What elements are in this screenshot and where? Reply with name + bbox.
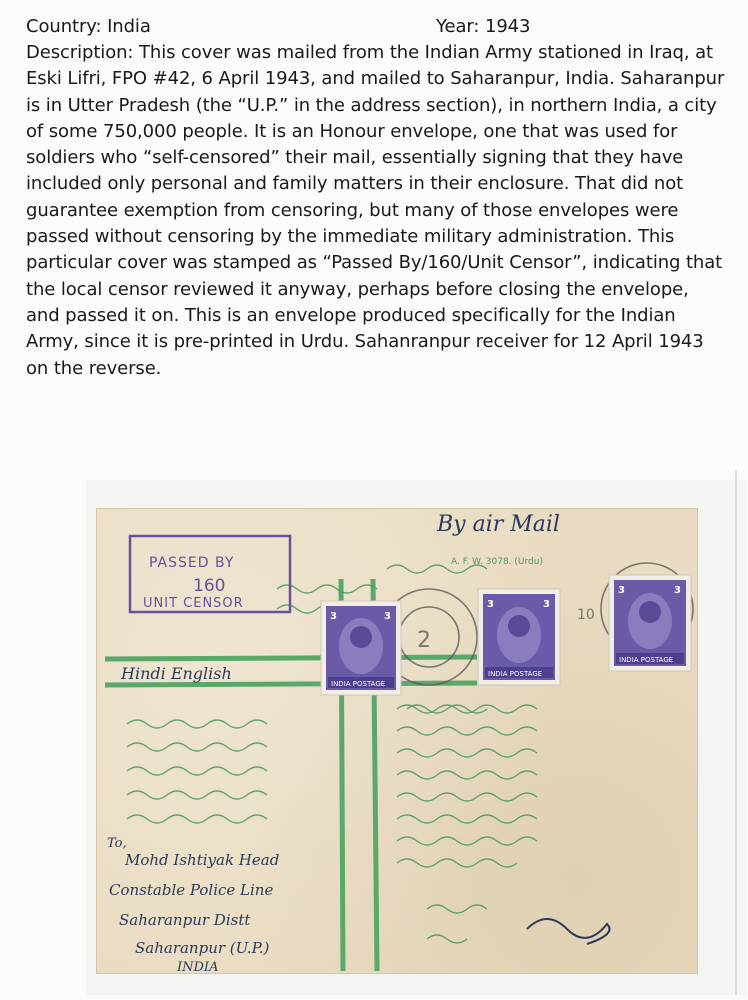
stamp-1-value: 3 xyxy=(330,611,337,622)
stamp-2-label: INDIA POSTAGE xyxy=(488,670,543,678)
address xyxy=(107,836,279,974)
stamp-3-label: INDIA POSTAGE xyxy=(619,656,674,664)
stamp-2-value: 3 xyxy=(487,599,494,610)
address-line-2: Mohd Ishtiyak Head xyxy=(125,851,280,869)
language-note: Hindi English xyxy=(121,664,232,683)
address-line-5: Saharanpur (U.P.) xyxy=(135,939,270,957)
censor-number: 160 xyxy=(193,576,226,596)
stamp-3-value: 3 xyxy=(618,585,625,596)
description-text: Description: This cover was mailed from the Indian Army stationed in Iraq, at Eski Lifri, FPO #42, 6 April 1943, and mailed to Saharanpur, India. Saharanpur is in Utter Pradesh (the “U.P.” in the address section), in northern India, a city of some 750,000 people. It is an Honour envelope, one that was used for soldiers who “self-censored” their mail, essentially signing that they have included only personal and family matters in their enclosure. That did not guarantee exemption from censoring, but many of those envelopes were passed without censoring by the immediate military administration. This particular cover was stamped as “Passed By/160/Unit Censor”, indicating that the local censor reviewed it anyway, perhaps before closing the envelope, and passed it on. This is an envelope produced specifically for the Indian Army, since it is pre-printed in Urdu. Sahanranpur receiver for 12 April 1943 on the reverse. xyxy=(26,42,725,379)
address-line-6: INDIA xyxy=(177,960,219,975)
address-line-4: Saharanpur Distt xyxy=(119,911,251,929)
form-number: A. F. W. 3078. (Urdu) xyxy=(451,557,543,567)
year-label: Year: 1943 xyxy=(436,16,531,37)
address-line-1: To, xyxy=(107,836,127,851)
censor-mark xyxy=(130,536,290,612)
envelope-art xyxy=(97,509,698,974)
censor-line1: PASSED BY xyxy=(149,555,235,571)
page-edge xyxy=(735,470,737,995)
envelope xyxy=(96,508,698,974)
stamp-3 xyxy=(609,575,691,671)
urdu-signature xyxy=(527,919,610,944)
address-line-3: Constable Police Line xyxy=(109,881,274,899)
censor-line3: UNIT CENSOR xyxy=(143,596,244,611)
svg-text:10: 10 xyxy=(577,607,595,623)
stamp-2-value-right: 3 xyxy=(543,599,550,610)
svg-text:2: 2 xyxy=(417,628,431,653)
stamp-2 xyxy=(478,589,560,685)
stamp-1 xyxy=(321,601,401,695)
by-air-mail: By air Mail xyxy=(437,512,560,537)
stamp-1-value-right: 3 xyxy=(384,611,391,622)
stamp-1-label: INDIA POSTAGE xyxy=(331,680,386,688)
country-label: Country: India xyxy=(26,16,151,37)
stamp-3-value-right: 3 xyxy=(674,585,681,596)
description-block xyxy=(26,14,726,382)
